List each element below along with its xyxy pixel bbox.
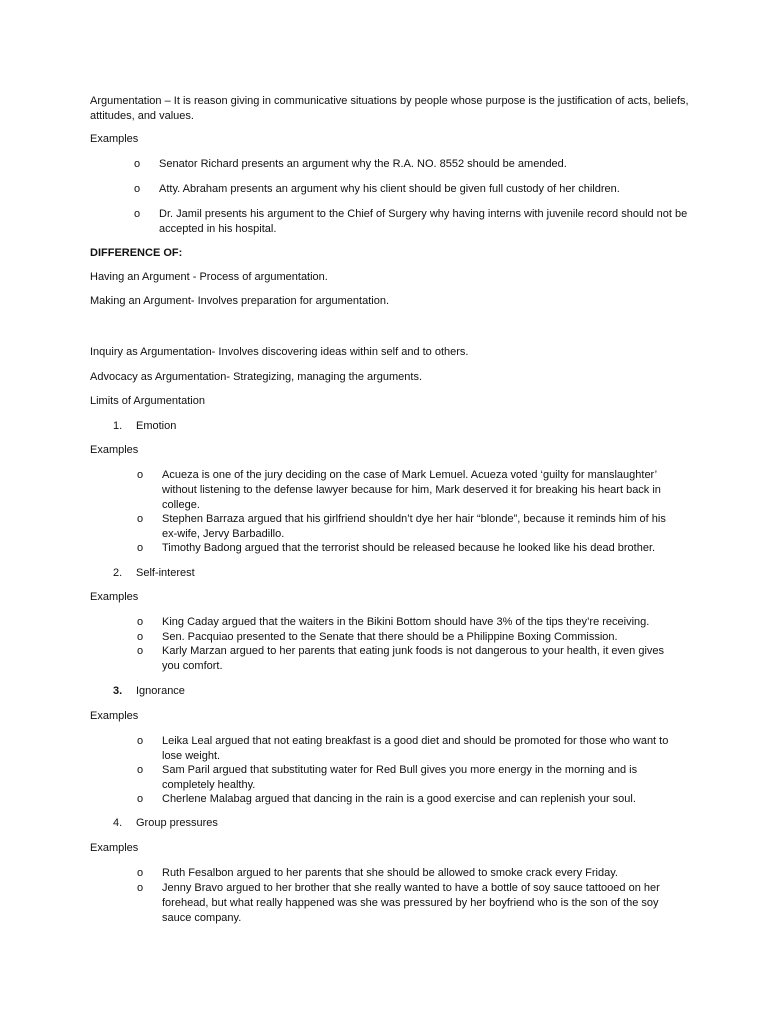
bullet: o: [137, 645, 144, 657]
making-argument-line: Making an Argument- Involves preparation for argumentation.: [90, 295, 389, 307]
examples-label: Examples: [90, 591, 139, 603]
advocacy-line: Advocacy as Argumentation- Strategizing, managing the arguments.: [90, 371, 423, 383]
list-item: Sen. Pacquiao presented to the Senate that there should be a Philippine Boxing Commission.: [162, 631, 618, 643]
bullet: o: [137, 469, 144, 481]
bullet: o: [137, 631, 144, 643]
section-title: Self-interest: [136, 567, 195, 579]
list-item: Leika Leal argued that not eating breakfast is a good diet and should be promoted for those who want to lose weight.: [162, 735, 669, 762]
list-item: Karly Marzan argued to her parents that eating junk foods is not dangerous to your health, it even gives you comfort.: [162, 645, 665, 672]
bullet: o: [137, 513, 144, 525]
bullet: o: [137, 735, 144, 747]
list-item: Dr. Jamil presents his argument to the Chief of Surgery why having interns with juvenile record should not be accepted in his hospital.: [159, 208, 688, 235]
examples-label: Examples: [90, 710, 139, 722]
bullet: o: [134, 183, 141, 195]
bullet: o: [137, 793, 144, 805]
list-item: Ruth Fesalbon argued to her parents that she should be allowed to smoke crack every Friday.: [162, 867, 618, 879]
bullet: o: [134, 208, 141, 220]
list-item: Jenny Bravo argued to her brother that she really wanted to have a bottle of soy sauce tattooed on her forehead, but what really happened was she was pressured by her boyfriend who is the son of the soy sauce company.: [162, 882, 660, 924]
bullet: o: [137, 616, 144, 628]
list-item: Timothy Badong argued that the terrorist should be released because he looked like his dead brother.: [162, 542, 656, 554]
intro-paragraph: Argumentation – It is reason giving in communicative situations by people whose purpose is the justification of acts, beliefs, attitudes, and values.: [90, 95, 689, 122]
section-title: Ignorance: [136, 685, 185, 697]
inquiry-line: Inquiry as Argumentation- Involves discovering ideas within self and to others.: [90, 346, 469, 358]
list-item: Stephen Barraza argued that his girlfriend shouldn’t dye her hair “blonde”, because it reminds him of his ex-wife, Jervy Barbadillo.: [162, 513, 666, 540]
list-item: Acueza is one of the jury deciding on the case of Mark Lemuel. Acueza voted ‘guilty for manslaughter’ without listening to the defense lawyer because for him, Mark deserved it for breaking his heart back in college.: [162, 469, 661, 511]
list-item: King Caday argued that the waiters in the Bikini Bottom should have 3% of the tips they’re receiving.: [162, 616, 650, 628]
section-number: 2.: [113, 567, 123, 579]
section-number: 3.: [113, 685, 123, 697]
examples-label: Examples: [90, 444, 139, 456]
list-item: Sam Paril argued that substituting water for Red Bull gives you more energy in the morning and is completely healthy.: [162, 764, 638, 791]
section-number: 4.: [113, 817, 123, 829]
section-title: Emotion: [136, 420, 177, 432]
section-title: Group pressures: [136, 817, 218, 829]
having-argument-line: Having an Argument - Process of argumentation.: [90, 271, 328, 283]
section-number: 1.: [113, 420, 123, 432]
examples-label: Examples: [90, 133, 139, 145]
limits-heading: Limits of Argumentation: [90, 395, 205, 407]
bullet: o: [137, 882, 144, 894]
bullet: o: [137, 764, 144, 776]
examples-label: Examples: [90, 842, 139, 854]
difference-heading: DIFFERENCE OF:: [90, 247, 183, 259]
list-item: Atty. Abraham presents an argument why his client should be given full custody of her children.: [159, 183, 620, 195]
list-item: Cherlene Malabag argued that dancing in the rain is a good exercise and can replenish your soul.: [162, 793, 636, 805]
bullet: o: [137, 542, 144, 554]
bullet: o: [137, 867, 144, 879]
list-item: Senator Richard presents an argument why the R.A. NO. 8552 should be amended.: [159, 158, 567, 170]
bullet: o: [134, 158, 141, 170]
